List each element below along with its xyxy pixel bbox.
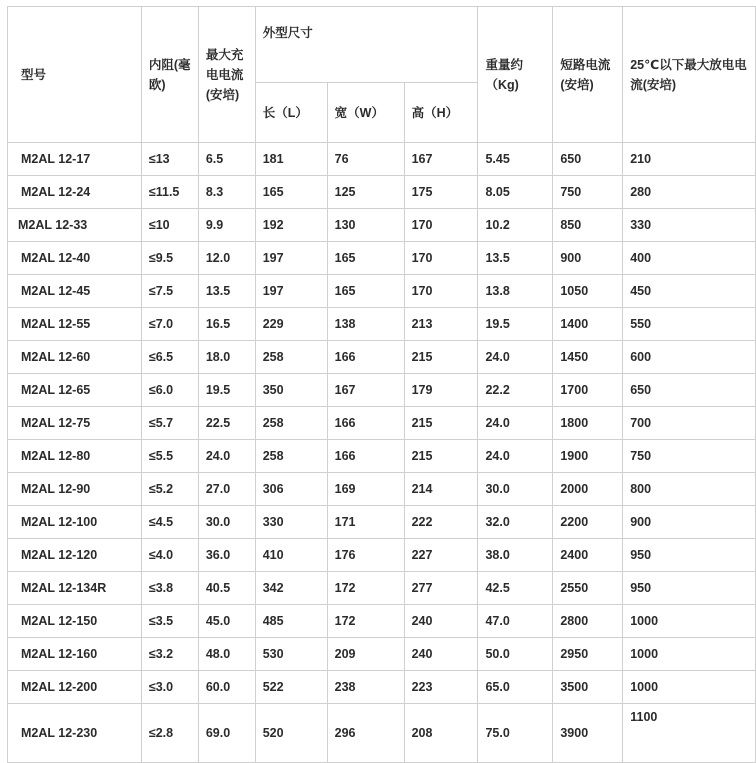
cell-length: 350 — [255, 374, 327, 407]
cell-model: M2AL 12-90 — [8, 473, 142, 506]
cell-model: M2AL 12-40 — [8, 242, 142, 275]
cell-width: 166 — [327, 440, 404, 473]
cell-model: M2AL 12-230 — [8, 704, 142, 763]
cell-max-discharge: 600 — [623, 341, 756, 374]
cell-length: 306 — [255, 473, 327, 506]
cell-weight: 30.0 — [478, 473, 553, 506]
header-height: 高（H） — [404, 83, 478, 143]
cell-height: 215 — [404, 341, 478, 374]
header-max-charge-current: 最大充电电流(安培) — [198, 7, 255, 143]
cell-max-charge: 24.0 — [198, 440, 255, 473]
cell-length: 229 — [255, 308, 327, 341]
cell-max-charge: 45.0 — [198, 605, 255, 638]
cell-max-discharge: 330 — [623, 209, 756, 242]
cell-weight: 47.0 — [478, 605, 553, 638]
table-row — [8, 407, 756, 440]
cell-max-discharge: 550 — [623, 308, 756, 341]
cell-max-discharge: 700 — [623, 407, 756, 440]
cell-model: M2AL 12-33 — [8, 209, 142, 242]
cell-length: 522 — [255, 671, 327, 704]
header-max-discharge-current: 25℃以下最大放电电流(安培) — [623, 7, 756, 143]
cell-resistance: ≤11.5 — [141, 176, 198, 209]
cell-height: 214 — [404, 473, 478, 506]
cell-resistance: ≤4.0 — [141, 539, 198, 572]
cell-height: 240 — [404, 638, 478, 671]
cell-max-charge: 36.0 — [198, 539, 255, 572]
table-row — [8, 209, 756, 242]
cell-height: 175 — [404, 176, 478, 209]
header-length: 长（L） — [255, 83, 327, 143]
cell-weight: 22.2 — [478, 374, 553, 407]
cell-max-charge: 16.5 — [198, 308, 255, 341]
cell-model: M2AL 12-75 — [8, 407, 142, 440]
cell-max-discharge: 1000 — [623, 671, 756, 704]
cell-width: 172 — [327, 605, 404, 638]
cell-width: 165 — [327, 242, 404, 275]
cell-width: 125 — [327, 176, 404, 209]
table-row — [8, 572, 756, 605]
cell-weight: 13.5 — [478, 242, 553, 275]
cell-short-circuit: 3900 — [553, 704, 623, 763]
cell-weight: 8.05 — [478, 176, 553, 209]
cell-max-charge: 8.3 — [198, 176, 255, 209]
table-row — [8, 506, 756, 539]
cell-short-circuit: 1700 — [553, 374, 623, 407]
cell-length: 485 — [255, 605, 327, 638]
cell-short-circuit: 2550 — [553, 572, 623, 605]
cell-short-circuit: 850 — [553, 209, 623, 242]
table-row — [8, 704, 756, 763]
cell-resistance: ≤3.0 — [141, 671, 198, 704]
cell-max-discharge: 650 — [623, 374, 756, 407]
cell-max-charge: 69.0 — [198, 704, 255, 763]
cell-width: 238 — [327, 671, 404, 704]
table-row — [8, 374, 756, 407]
cell-model: M2AL 12-134R — [8, 572, 142, 605]
cell-height: 240 — [404, 605, 478, 638]
cell-weight: 65.0 — [478, 671, 553, 704]
cell-max-discharge: 1000 — [623, 638, 756, 671]
cell-max-discharge: 450 — [623, 275, 756, 308]
cell-max-discharge: 950 — [623, 572, 756, 605]
cell-resistance: ≤10 — [141, 209, 198, 242]
cell-weight: 38.0 — [478, 539, 553, 572]
cell-model: M2AL 12-200 — [8, 671, 142, 704]
cell-length: 165 — [255, 176, 327, 209]
cell-resistance: ≤5.5 — [141, 440, 198, 473]
cell-length: 258 — [255, 407, 327, 440]
table-row — [8, 440, 756, 473]
cell-model: M2AL 12-24 — [8, 176, 142, 209]
cell-resistance: ≤5.7 — [141, 407, 198, 440]
cell-short-circuit: 1800 — [553, 407, 623, 440]
cell-weight: 50.0 — [478, 638, 553, 671]
cell-max-charge: 40.5 — [198, 572, 255, 605]
cell-model: M2AL 12-150 — [8, 605, 142, 638]
cell-height: 215 — [404, 440, 478, 473]
table-row — [8, 275, 756, 308]
header-width: 宽（W） — [327, 83, 404, 143]
cell-max-charge: 12.0 — [198, 242, 255, 275]
table-row — [8, 176, 756, 209]
cell-max-discharge: 900 — [623, 506, 756, 539]
cell-max-charge: 13.5 — [198, 275, 255, 308]
cell-max-charge: 19.5 — [198, 374, 255, 407]
cell-height: 170 — [404, 275, 478, 308]
cell-max-discharge: 400 — [623, 242, 756, 275]
cell-max-discharge: 280 — [623, 176, 756, 209]
cell-model: M2AL 12-60 — [8, 341, 142, 374]
cell-weight: 10.2 — [478, 209, 553, 242]
cell-length: 192 — [255, 209, 327, 242]
cell-max-discharge: 1100 — [623, 704, 756, 763]
cell-width: 165 — [327, 275, 404, 308]
cell-short-circuit: 750 — [553, 176, 623, 209]
cell-length: 197 — [255, 275, 327, 308]
cell-resistance: ≤3.2 — [141, 638, 198, 671]
header-resistance: 内阻(毫欧) — [141, 7, 198, 143]
cell-max-discharge: 800 — [623, 473, 756, 506]
cell-resistance: ≤7.5 — [141, 275, 198, 308]
cell-weight: 24.0 — [478, 341, 553, 374]
table-row — [8, 539, 756, 572]
cell-short-circuit: 2200 — [553, 506, 623, 539]
cell-model: M2AL 12-100 — [8, 506, 142, 539]
cell-height: 179 — [404, 374, 478, 407]
header-short-circuit-current: 短路电流(安培) — [553, 7, 623, 143]
cell-height: 215 — [404, 407, 478, 440]
cell-short-circuit: 2400 — [553, 539, 623, 572]
cell-resistance: ≤4.5 — [141, 506, 198, 539]
cell-max-discharge: 1000 — [623, 605, 756, 638]
cell-resistance: ≤3.5 — [141, 605, 198, 638]
cell-weight: 13.8 — [478, 275, 553, 308]
table-row — [8, 638, 756, 671]
cell-resistance: ≤9.5 — [141, 242, 198, 275]
cell-width: 171 — [327, 506, 404, 539]
table-row — [8, 143, 756, 176]
cell-short-circuit: 900 — [553, 242, 623, 275]
spec-table-container — [7, 6, 756, 763]
cell-max-charge: 9.9 — [198, 209, 255, 242]
cell-width: 172 — [327, 572, 404, 605]
cell-weight: 19.5 — [478, 308, 553, 341]
cell-length: 258 — [255, 440, 327, 473]
cell-max-charge: 48.0 — [198, 638, 255, 671]
cell-resistance: ≤3.8 — [141, 572, 198, 605]
cell-short-circuit: 2000 — [553, 473, 623, 506]
cell-length: 410 — [255, 539, 327, 572]
cell-height: 170 — [404, 242, 478, 275]
cell-max-discharge: 750 — [623, 440, 756, 473]
cell-short-circuit: 2950 — [553, 638, 623, 671]
cell-max-charge: 18.0 — [198, 341, 255, 374]
cell-short-circuit: 2800 — [553, 605, 623, 638]
cell-width: 176 — [327, 539, 404, 572]
cell-length: 530 — [255, 638, 327, 671]
cell-length: 197 — [255, 242, 327, 275]
table-row — [8, 341, 756, 374]
header-dimensions: 外型尺寸 — [255, 7, 478, 83]
cell-max-discharge: 950 — [623, 539, 756, 572]
cell-max-charge: 27.0 — [198, 473, 255, 506]
cell-model: M2AL 12-160 — [8, 638, 142, 671]
cell-max-charge: 60.0 — [198, 671, 255, 704]
cell-short-circuit: 1050 — [553, 275, 623, 308]
cell-length: 342 — [255, 572, 327, 605]
cell-width: 166 — [327, 341, 404, 374]
cell-width: 209 — [327, 638, 404, 671]
cell-width: 169 — [327, 473, 404, 506]
cell-resistance: ≤6.5 — [141, 341, 198, 374]
cell-weight: 75.0 — [478, 704, 553, 763]
table-row — [8, 308, 756, 341]
cell-length: 520 — [255, 704, 327, 763]
cell-width: 138 — [327, 308, 404, 341]
cell-short-circuit: 650 — [553, 143, 623, 176]
cell-model: M2AL 12-45 — [8, 275, 142, 308]
cell-height: 167 — [404, 143, 478, 176]
cell-resistance: ≤7.0 — [141, 308, 198, 341]
cell-resistance: ≤5.2 — [141, 473, 198, 506]
cell-resistance: ≤13 — [141, 143, 198, 176]
cell-weight: 42.5 — [478, 572, 553, 605]
table-row — [8, 242, 756, 275]
cell-length: 181 — [255, 143, 327, 176]
cell-height: 170 — [404, 209, 478, 242]
cell-weight: 24.0 — [478, 407, 553, 440]
cell-weight: 24.0 — [478, 440, 553, 473]
header-weight: 重量约（Kg) — [478, 7, 553, 143]
cell-height: 222 — [404, 506, 478, 539]
spec-table-body — [8, 143, 756, 763]
cell-length: 258 — [255, 341, 327, 374]
cell-max-charge: 6.5 — [198, 143, 255, 176]
cell-model: M2AL 12-120 — [8, 539, 142, 572]
table-row — [8, 605, 756, 638]
cell-model: M2AL 12-80 — [8, 440, 142, 473]
cell-model: M2AL 12-55 — [8, 308, 142, 341]
cell-height: 213 — [404, 308, 478, 341]
cell-model: M2AL 12-65 — [8, 374, 142, 407]
cell-model: M2AL 12-17 — [8, 143, 142, 176]
cell-resistance: ≤2.8 — [141, 704, 198, 763]
cell-height: 227 — [404, 539, 478, 572]
cell-short-circuit: 1400 — [553, 308, 623, 341]
cell-width: 296 — [327, 704, 404, 763]
cell-weight: 5.45 — [478, 143, 553, 176]
header-model: 型号 — [8, 7, 142, 143]
cell-width: 76 — [327, 143, 404, 176]
table-row — [8, 473, 756, 506]
table-row — [8, 671, 756, 704]
cell-height: 277 — [404, 572, 478, 605]
cell-max-discharge: 210 — [623, 143, 756, 176]
cell-weight: 32.0 — [478, 506, 553, 539]
cell-length: 330 — [255, 506, 327, 539]
cell-max-charge: 22.5 — [198, 407, 255, 440]
cell-height: 208 — [404, 704, 478, 763]
cell-short-circuit: 1900 — [553, 440, 623, 473]
cell-max-charge: 30.0 — [198, 506, 255, 539]
cell-width: 166 — [327, 407, 404, 440]
cell-short-circuit: 1450 — [553, 341, 623, 374]
cell-short-circuit: 3500 — [553, 671, 623, 704]
battery-spec-table — [7, 6, 756, 763]
cell-resistance: ≤6.0 — [141, 374, 198, 407]
cell-height: 223 — [404, 671, 478, 704]
cell-width: 167 — [327, 374, 404, 407]
cell-width: 130 — [327, 209, 404, 242]
